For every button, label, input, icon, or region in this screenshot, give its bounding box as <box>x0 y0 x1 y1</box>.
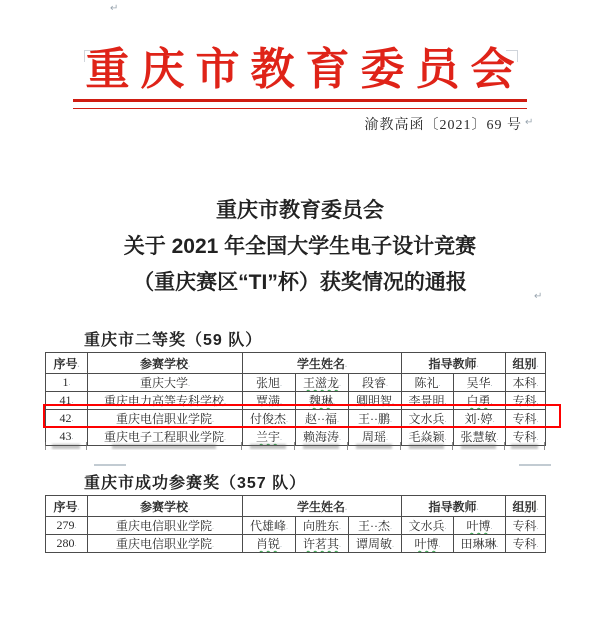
truncated-cell <box>348 442 401 450</box>
cell-text: 279 <box>56 518 75 532</box>
table-cell <box>88 392 243 410</box>
cell-text: 文水兵 <box>408 519 445 533</box>
column-header: 序号 . <box>46 353 88 374</box>
truncated-cell <box>453 442 505 450</box>
table-cell <box>88 517 243 535</box>
table-cell <box>46 410 88 428</box>
cell-text: 白勇 <box>466 394 491 408</box>
table-cell <box>349 374 402 392</box>
cell-text: 1 <box>62 375 69 389</box>
table-cell <box>46 392 88 410</box>
table-cell <box>506 535 546 553</box>
column-header: 指导教师 . <box>402 353 506 374</box>
truncated-cell <box>87 442 242 450</box>
paragraph-mark-icon: ↵ <box>534 291 543 302</box>
cell-text: 专科 <box>512 394 537 408</box>
table-cell <box>506 410 546 428</box>
cell-text: 卿明智 <box>356 394 393 408</box>
cell-text: 专科 <box>512 519 537 533</box>
table-cell <box>506 517 546 535</box>
cell-text: 重庆电信职业学院 <box>115 519 212 533</box>
truncated-cell <box>45 442 87 450</box>
cell-text: 李景明 <box>408 394 445 408</box>
truncated-table-row <box>45 442 545 450</box>
table-cell <box>296 374 349 392</box>
column-header: 参赛学校 . <box>88 353 243 374</box>
table-cell <box>454 535 506 553</box>
page-break-dash-right <box>519 464 551 466</box>
cell-text: 张旭 <box>255 376 280 390</box>
table-cell <box>88 535 243 553</box>
table-cell <box>454 392 506 410</box>
cell-text: 重庆大学 <box>139 376 188 390</box>
paragraph-mark-icon: ↵ <box>525 117 534 128</box>
section-heading-second-prize: 重庆市二等奖（59 队） <box>84 332 263 349</box>
table-cell <box>296 535 349 553</box>
cell-text: 吴华 <box>466 376 491 390</box>
cell-text: 肖锐 <box>255 537 280 551</box>
column-header: 参赛学校 . <box>88 496 243 517</box>
cell-text: 王··杰 <box>358 519 390 533</box>
cell-text: 重庆电信职业学院 <box>115 537 212 551</box>
table-cell <box>46 374 88 392</box>
cell-text: 王滋龙 <box>302 376 339 390</box>
cell-text: 赖海涛 <box>302 430 339 444</box>
table-cell <box>454 517 506 535</box>
cell-text: 田琳琳 <box>460 537 497 551</box>
truncated-cell <box>401 442 453 450</box>
column-header: 学生姓名 . <box>243 353 402 374</box>
document-title <box>0 193 600 301</box>
cell-text: 文水兵 <box>408 412 445 426</box>
cell-text: 毛焱颖 <box>408 430 445 444</box>
table-cell <box>243 374 296 392</box>
cell-text: 专科 <box>512 430 537 444</box>
cell-text: 赵··福 <box>305 412 337 426</box>
table-cell <box>349 392 402 410</box>
table-row <box>46 392 546 410</box>
page-break-dash-left <box>94 464 126 466</box>
cell-text: 向胜东 <box>302 519 339 533</box>
table-cell <box>349 517 402 535</box>
section-heading-participation-award: 重庆市成功参赛奖（357 队） <box>84 475 307 492</box>
table-cell <box>296 410 349 428</box>
table-cell <box>402 374 454 392</box>
cell-text: 41 <box>59 393 72 407</box>
table-cell <box>402 392 454 410</box>
cell-text: 覃满 <box>255 394 280 408</box>
cell-text: 许茗其 <box>302 537 339 551</box>
table-row <box>46 535 546 553</box>
cell-text: 重庆电子工程职业学院 <box>103 430 224 444</box>
table-cell <box>88 374 243 392</box>
cell-text: 谭周敏 <box>356 537 393 551</box>
participation-award-table <box>45 495 546 553</box>
table-cell <box>506 392 546 410</box>
cell-text: 专科 <box>512 537 537 551</box>
cell-text: 魏琳 <box>308 394 333 408</box>
letterhead-double-rule <box>73 99 527 109</box>
cell-text: 王··鹏 <box>358 412 390 426</box>
cell-text: 周瑶 <box>362 430 387 444</box>
table-cell <box>402 535 454 553</box>
table-cell <box>506 374 546 392</box>
cell-text: 段睿 <box>362 376 387 390</box>
table-cell <box>296 392 349 410</box>
table-row <box>46 517 546 535</box>
table-cell <box>349 410 402 428</box>
cell-text: 付俊杰 <box>249 412 286 426</box>
table-cell <box>349 535 402 553</box>
table-header-row <box>46 496 546 517</box>
cell-text: 43 <box>59 429 72 443</box>
cell-text: 专科 <box>512 412 537 426</box>
cell-text: 叶博 <box>414 537 439 551</box>
table-cell <box>46 535 88 553</box>
column-header: 学生姓名 . <box>243 496 402 517</box>
table-cell <box>296 517 349 535</box>
table-row-highlighted <box>46 410 546 428</box>
truncated-cell <box>505 442 545 450</box>
table-row <box>46 374 546 392</box>
cell-text: 叶博 <box>466 519 491 533</box>
cell-text: 张慧敏 <box>460 430 497 444</box>
column-header: 指导教师 . <box>402 496 506 517</box>
table-cell <box>402 517 454 535</box>
paragraph-mark-icon: ↵ <box>110 3 119 14</box>
column-header: 组别 . <box>506 496 546 517</box>
column-header: 序号 . <box>46 496 88 517</box>
table-cell <box>243 410 296 428</box>
truncated-cell <box>295 442 348 450</box>
cell-text: 本科 <box>512 376 537 390</box>
table-cell <box>454 410 506 428</box>
cell-text: 重庆电力高等专科学校 <box>103 394 224 408</box>
table-cell <box>46 517 88 535</box>
document-number: 渝教高函〔2021〕69 号 <box>364 118 522 133</box>
letterhead-agency-title: 重庆市教育委员会 <box>85 45 526 94</box>
truncated-cell <box>242 442 295 450</box>
document-title-line-2: 关于 2021 年全国大学生电子设计竞赛 <box>123 235 477 258</box>
cell-text: 陈礼 <box>414 376 439 390</box>
cell-text: 重庆电信职业学院 <box>115 412 212 426</box>
table-cell <box>243 535 296 553</box>
cell-text: 42 <box>59 411 72 425</box>
document-title-line-1: 重庆市教育委员会 <box>216 199 384 222</box>
column-header: 组别 . <box>506 353 546 374</box>
cell-text: 兰宇 <box>255 430 280 444</box>
document-title-line-3: （重庆赛区“TI”杯）获奖情况的通报 <box>133 271 467 294</box>
table-cell <box>454 374 506 392</box>
table-cell <box>402 410 454 428</box>
cell-text: 刘·婷 <box>464 412 493 426</box>
table-cell <box>243 517 296 535</box>
second-prize-table <box>45 352 546 446</box>
table-cell <box>243 392 296 410</box>
table-header-row <box>46 353 546 374</box>
table-cell <box>88 410 243 428</box>
cell-text: 代雄峰 <box>249 519 286 533</box>
cell-text: 280 <box>56 536 75 550</box>
